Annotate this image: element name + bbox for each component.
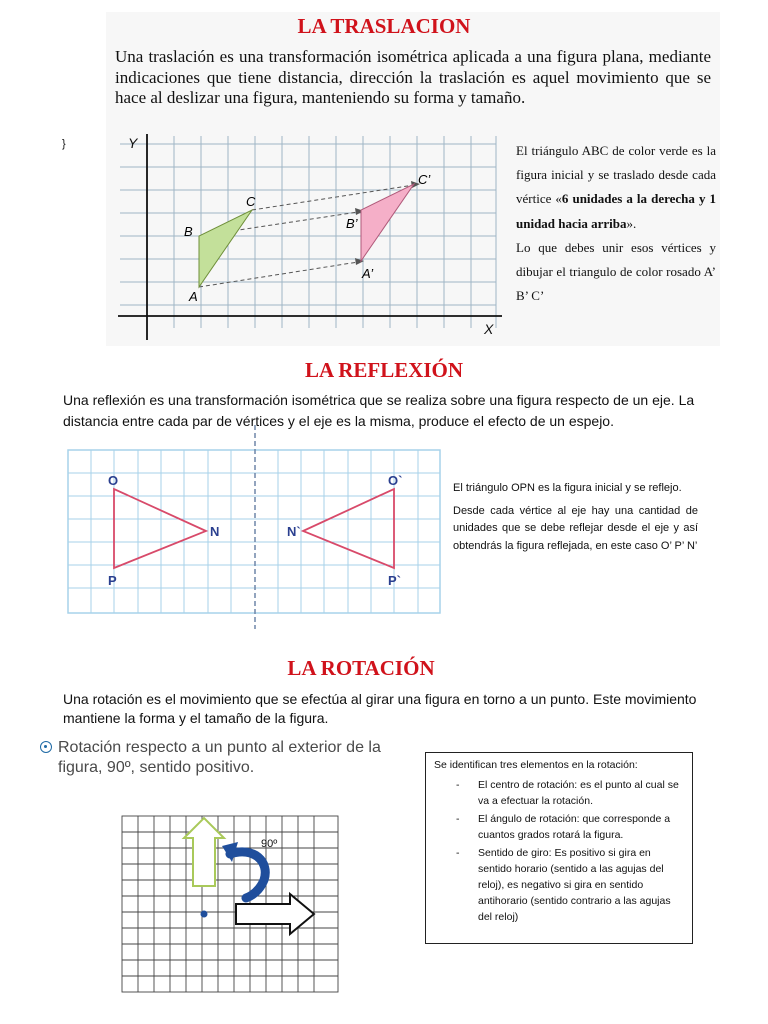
y-axis-label: Y xyxy=(128,135,138,151)
label-c-prime: C’ xyxy=(418,172,431,187)
rotacion-bullet: Rotación respecto a un punto al exterior de la figura, 90º, sentido positivo. xyxy=(40,738,420,778)
rotacion-figure xyxy=(118,810,340,995)
reflexion-title: LA REFLEXIÓN xyxy=(304,358,464,382)
label-c: C xyxy=(246,194,256,209)
rotacion-elements-box xyxy=(425,752,693,944)
bullet-icon xyxy=(40,741,52,753)
x-axis-label: X xyxy=(484,321,494,337)
reflexion-intro: Una reflexión es una transformación isométrica que se realiza sobre una figura respecto de un eje. La distancia entre cada par de vértices y el eje es la misma, produce el efecto de un espejo. xyxy=(63,392,695,429)
rotacion-intro: Una rotación es el movimiento que se efectúa al girar una figura en torno a un punto. Este movimiento mantiene la forma y el tamaño de la figura. xyxy=(63,691,697,726)
label-p-prime: P` xyxy=(388,573,401,588)
label-b: B xyxy=(184,224,193,239)
box-title: Se identifican tres elementos en la rotación: xyxy=(434,759,638,771)
label-n: N xyxy=(210,524,220,539)
rotacion-title: LA ROTACIÓN xyxy=(287,656,435,680)
box-list xyxy=(434,777,684,925)
list-item: - El centro de rotación: es el punto al cual se va a efectuar la rotación. xyxy=(456,779,679,807)
rotation-curve xyxy=(230,852,265,898)
traslacion-grid xyxy=(120,136,496,328)
list-item: - Sentido de giro: Es positivo si gira en sentido horario (sentido a las agujas del reloj), es negativo si gira en sentido antihorario (sentido contrario a las agujas del reloj) xyxy=(456,847,671,923)
label-a: A xyxy=(189,289,198,304)
angle-label: 90º xyxy=(261,838,278,850)
label-a-prime: A’ xyxy=(362,266,374,281)
label-b-prime: B’ xyxy=(346,216,358,231)
rotation-center xyxy=(201,911,208,918)
traslacion-explanation: El triángulo ABC de color verde es la figura inicial y se traslado desde cada vértice «6 unidades a la derecha y 1 unidad hacia arriba». Lo que debes unir esos vértices y dibujar el triangulo de color rosado A’ B’ C’ xyxy=(516,143,716,304)
label-n-prime: N` xyxy=(287,524,301,539)
triangle-abc xyxy=(199,210,252,287)
traslacion-figure xyxy=(112,128,504,346)
traslacion-title: LA TRASLACION xyxy=(297,14,471,38)
triangle-abc-prime xyxy=(361,184,414,261)
traslacion-intro: Una traslación es una transformación isométrica aplicada a una figura plana, mediante indicaciones que tiene distancia, dirección la traslación es aquel movimiento que se hace al deslizar una figura, manteniendo su forma y tamaño. xyxy=(115,47,711,107)
stray-mark: } xyxy=(62,138,66,150)
label-p: P xyxy=(108,573,117,588)
label-o: O xyxy=(108,473,119,488)
list-item: - El ángulo de rotación: que corresponde a cuantos grados rotará la figura. xyxy=(456,813,671,841)
reflexion-figure xyxy=(66,425,446,630)
reflexion-explanation: El triángulo OPN es la figura inicial y se reflejo. Desde cada vértice al eje hay una cantidad de unidades que se debe reflejar desde el eje y así obtendrás la figura reflejada, en este caso O’ P’ N’ xyxy=(453,482,698,552)
rotacion-grid xyxy=(122,816,338,992)
label-o-prime: O` xyxy=(388,473,403,488)
